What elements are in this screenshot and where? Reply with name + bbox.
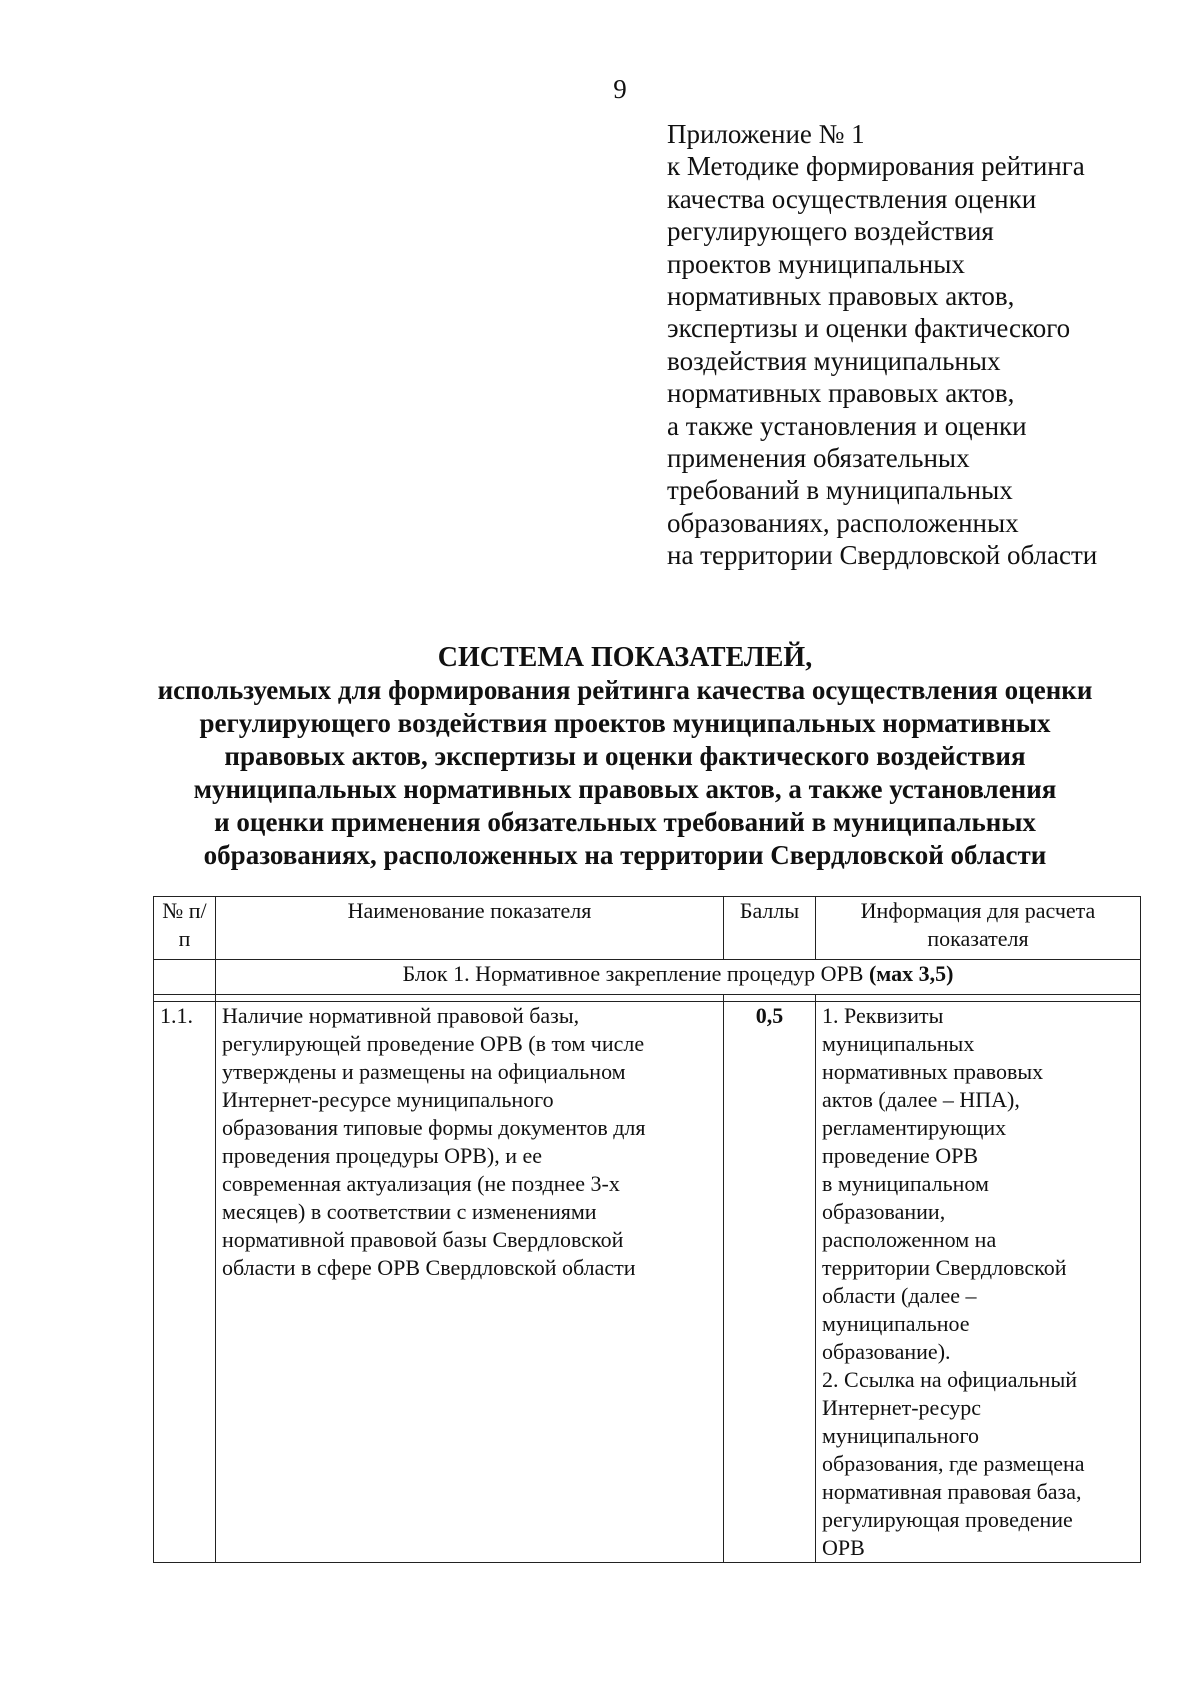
text-line: Интернет-ресурсе муниципального bbox=[222, 1087, 554, 1112]
text-line: актов (далее – НПА), bbox=[822, 1087, 1020, 1112]
block-row-title bbox=[216, 960, 1141, 995]
appendix-line: качества осуществления оценки bbox=[667, 183, 1037, 214]
appendix-line: нормативных правовых актов, bbox=[667, 378, 1015, 409]
spacer-cell bbox=[154, 995, 216, 1002]
text-line: образовании, bbox=[822, 1199, 946, 1224]
title-subtitle-line: регулирующего воздействия проектов муниципальных нормативных bbox=[199, 708, 1051, 738]
appendix-line: экспертизы и оценки фактического bbox=[667, 313, 1071, 344]
text-line: муниципальных bbox=[822, 1031, 975, 1056]
text-line: современная актуализация (не позднее 3-х bbox=[222, 1171, 620, 1196]
appendix-line: регулирующего воздействия bbox=[667, 216, 994, 247]
text-line: месяцев) в соответствии с изменениями bbox=[222, 1199, 597, 1224]
text-line: ОРВ bbox=[822, 1535, 865, 1560]
text-line: образования типовые формы документов для bbox=[222, 1115, 646, 1140]
title-subtitle-line: и оценки применения обязательных требований в муниципальных bbox=[214, 807, 1036, 837]
appendix-line: а также установления и оценки bbox=[667, 410, 1027, 441]
text-line: Наличие нормативной правовой базы, bbox=[222, 1003, 580, 1028]
appendix-line: нормативных правовых актов, bbox=[667, 281, 1015, 312]
text-line: 1. Реквизиты bbox=[822, 1003, 944, 1028]
text-line: регламентирующих bbox=[822, 1115, 1007, 1140]
text-line: Интернет-ресурс bbox=[822, 1395, 982, 1420]
appendix-line: к Методике формирования рейтинга bbox=[667, 151, 1085, 182]
appendix-line: на территории Свердловской области bbox=[667, 540, 1098, 571]
indicators-table bbox=[153, 896, 1141, 1563]
title-subtitle-line: используемых для формирования рейтинга качества осуществления оценки bbox=[157, 675, 1093, 705]
block-label: Блок 1. Нормативное закрепление процедур ОРВ bbox=[402, 961, 864, 986]
text-line: области в сфере ОРВ Свердловской области bbox=[222, 1255, 636, 1280]
document-title bbox=[100, 641, 1150, 872]
text-line: 2. Ссылка на официальный bbox=[822, 1367, 1077, 1392]
header-info: Информация для расчета показателя bbox=[816, 897, 1141, 960]
title-subtitle-line: образованиях, расположенных на территории Свердловской области bbox=[203, 840, 1047, 870]
title-subtitle-line: правовых актов, экспертизы и оценки фактического воздействия bbox=[224, 741, 1026, 771]
text-line: проведение ОРВ bbox=[822, 1143, 979, 1168]
appendix-line: требований в муниципальных bbox=[667, 475, 1013, 506]
spacer-cell bbox=[216, 995, 724, 1002]
appendix-line: применения обязательных bbox=[667, 443, 970, 474]
text-line: нормативная правовая база, bbox=[822, 1479, 1082, 1504]
text-line: утверждены и размещены на официальном bbox=[222, 1059, 626, 1084]
appendix-line: воздействия муниципальных bbox=[667, 345, 1001, 376]
appendix-line: проектов муниципальных bbox=[667, 248, 965, 279]
header-number: № п/п bbox=[154, 897, 216, 960]
text-line: проведения процедуры ОРВ), и ее bbox=[222, 1143, 543, 1168]
text-line: муниципальное bbox=[822, 1311, 970, 1336]
row-number: 1.1. bbox=[154, 1002, 216, 1563]
block-max: (мах 3,5) bbox=[868, 961, 954, 986]
text-line: области (далее – bbox=[822, 1283, 977, 1308]
block-row bbox=[154, 960, 1141, 995]
text-line: регулирующая проведение bbox=[822, 1507, 1073, 1532]
text-line: нормативных правовых bbox=[822, 1059, 1044, 1084]
appendix-line: образованиях, расположенных bbox=[667, 507, 1019, 538]
title-subtitle-line: муниципальных нормативных правовых актов, а также установления bbox=[193, 774, 1057, 804]
row-score: 0,5 bbox=[724, 1002, 816, 1563]
table-header-row bbox=[154, 897, 1141, 960]
row-indicator-name bbox=[216, 1002, 724, 1563]
text-line: образования, где размещена bbox=[822, 1451, 1085, 1476]
spacer-row bbox=[154, 995, 1141, 1002]
text-line: нормативной правовой базы Свердловской bbox=[222, 1227, 624, 1252]
spacer-cell bbox=[724, 995, 816, 1002]
table-row bbox=[154, 1002, 1141, 1563]
text-line: в муниципальном bbox=[822, 1171, 989, 1196]
text-line: регулирующей проведение ОРВ (в том числе bbox=[222, 1031, 645, 1056]
text-line: муниципального bbox=[822, 1423, 980, 1448]
title-main: СИСТЕМА ПОКАЗАТЕЛЕЙ, bbox=[437, 642, 813, 673]
text-line: образование). bbox=[822, 1339, 951, 1364]
appendix-line: Приложение № 1 bbox=[667, 119, 865, 149]
text-line: территории Свердловской bbox=[822, 1255, 1067, 1280]
header-name: Наименование показателя bbox=[216, 897, 724, 960]
appendix-header bbox=[667, 118, 1187, 572]
row-calculation-info bbox=[816, 1002, 1141, 1563]
page-number: 9 bbox=[613, 74, 627, 104]
spacer-cell bbox=[816, 995, 1141, 1002]
block-row-number bbox=[154, 960, 216, 995]
header-score: Баллы bbox=[724, 897, 816, 960]
text-line: расположенном на bbox=[822, 1227, 997, 1252]
